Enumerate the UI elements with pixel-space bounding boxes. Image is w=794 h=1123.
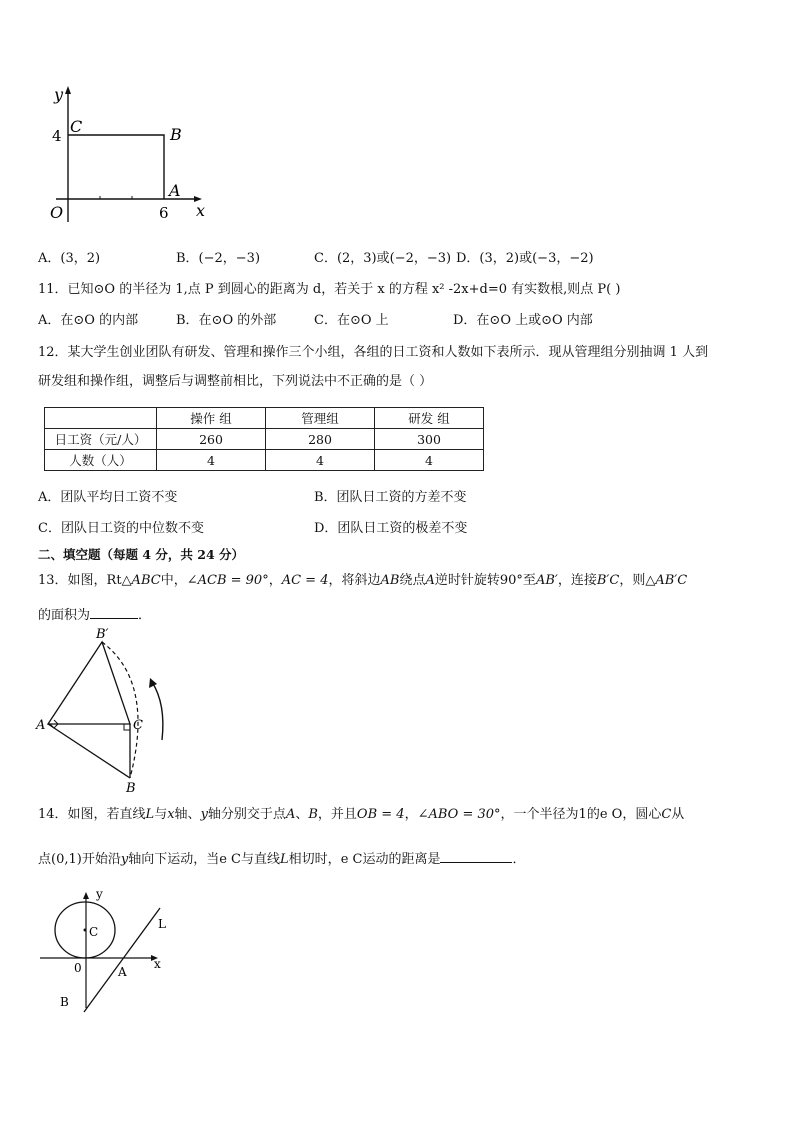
table-cell: 日工资（元/人） [45, 429, 157, 450]
answer-blank[interactable] [440, 848, 512, 863]
table-cell: 300 [375, 429, 484, 450]
table-cell: 4 [375, 450, 484, 471]
q10-figure [40, 82, 220, 232]
q10-option-d: D．(3，2)或(−3，−2) [456, 251, 594, 266]
origin-label: 0 [74, 961, 82, 975]
q11-option-d: D．在⊙O 上或⊙O 内部 [453, 313, 593, 328]
point-B-label: B [170, 125, 182, 144]
point-A-label: A [169, 181, 181, 200]
table-header-row [45, 408, 484, 429]
line-L [84, 908, 160, 1012]
q12-option-c: C．团队日工资的中位数不变 [38, 521, 204, 536]
point-A-label: A [36, 718, 46, 733]
point-C-label: C [70, 117, 83, 136]
y-label: y [54, 85, 64, 104]
table-row [45, 429, 484, 450]
q11-option-c: C．在⊙O 上 [314, 313, 389, 328]
rotation-arc [102, 642, 138, 778]
answer-blank[interactable] [90, 604, 138, 619]
center-C-label: C [89, 925, 99, 939]
q12-stem-line1: 12．某大学生创业团队有研发、管理和操作三个小组，各组的日工资和人数如下表所示．现从管理组分别抽调 1 人到 [38, 345, 709, 360]
q11-option-b: B．在⊙O 的外部 [176, 313, 277, 328]
q13-figure [30, 622, 180, 797]
q12-option-a: A．团队平均日工资不变 [38, 490, 178, 505]
table-cell: 280 [266, 429, 375, 450]
q10-option-c: C．(2，3)或(−2，−3) [314, 251, 452, 266]
tick-label-4: 4 [52, 127, 62, 145]
right-angle-mark-C [124, 724, 130, 730]
q11-option-a: A．在⊙O 的内部 [38, 313, 139, 328]
table-row [45, 450, 484, 471]
q14-stem-line2: 点(0,1)开始沿y轴向下运动，当e C与直线L相切时，e C运动的距离是 ． [38, 848, 526, 869]
rectangle-OCBA [68, 135, 164, 199]
q13-stem-line2: 的面积为 ． [38, 604, 151, 625]
table-cell: 4 [266, 450, 375, 471]
q12-option-d: D．团队日工资的极差不变 [314, 521, 468, 536]
point-B-label: B [60, 995, 69, 1009]
triangle-AB'C [48, 642, 130, 724]
center-C [84, 929, 87, 932]
table-cell [45, 408, 157, 429]
q12-option-b: B．团队日工资的方差不变 [314, 490, 467, 505]
table-cell: 4 [157, 450, 266, 471]
x-label: x [196, 201, 206, 220]
q12-table [44, 407, 484, 471]
y-axis-arrow [83, 892, 89, 899]
table-cell: 人数（人） [45, 450, 157, 471]
rotation-arrow [152, 682, 163, 740]
x-label: x [154, 957, 161, 971]
tick-label-6: 6 [159, 204, 169, 222]
q10-option-a: A．(3，2) [38, 251, 101, 266]
point-A-label: A [118, 965, 127, 979]
point-B-prime-label: B′ [96, 627, 109, 642]
q14-stem-line1: 14．如图，若直线L与x轴、y轴分别交于点A、B，并且OB = 4，∠ABO = 30°，一个半径为1的e O，圆心C从 [38, 807, 685, 822]
table-cell: 260 [157, 429, 266, 450]
section-heading: 二、填空题（每题 4 分，共 24 分） [38, 547, 245, 562]
line-L-label: L [158, 917, 166, 931]
rotation-arrow-head [149, 678, 157, 688]
origin-label: O [50, 203, 64, 222]
table-cell: 管理组 [266, 408, 375, 429]
q10-option-b: B．(−2，−3) [176, 251, 261, 266]
q14-figure [36, 882, 186, 1017]
q11-stem: 11．已知⊙O 的半径为 1,点 P 到圆心的距离为 d，若关于 x 的方程 x² -2x+d=0 有实数根,则点 P( ) [38, 282, 621, 297]
y-label: y [96, 887, 103, 901]
y-axis-arrow [65, 86, 71, 94]
q12-stem-line2: 研发组和操作组，调整后与调整前相比，下列说法中不正确的是（ ） [38, 374, 433, 389]
table-cell: 操作 组 [157, 408, 266, 429]
segment-AB [48, 724, 130, 778]
point-C-label: C [133, 718, 143, 733]
q13-stem-line1: 13．如图，Rt△ABC中，∠ACB = 90°，AC = 4，将斜边AB绕点A逆时针旋转90°至AB′，连接B′C，则△AB′C [38, 573, 688, 588]
point-B-label: B [126, 781, 136, 796]
table-cell: 研发 组 [375, 408, 484, 429]
